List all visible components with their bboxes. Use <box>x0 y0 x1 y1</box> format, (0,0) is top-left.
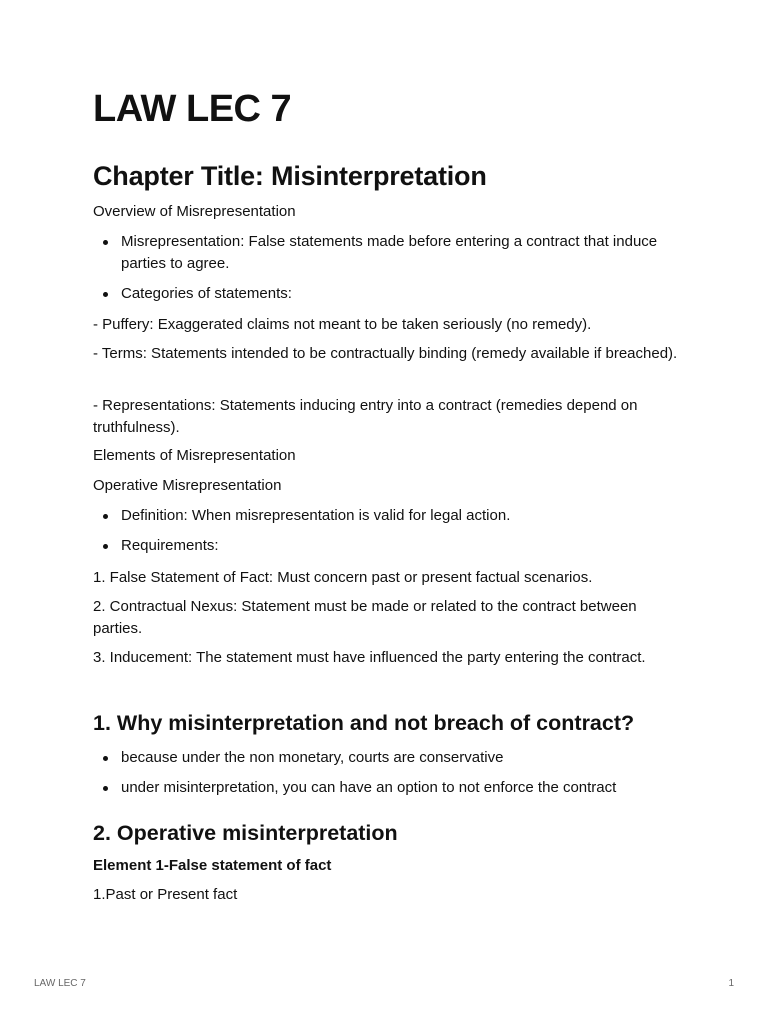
list-item: Definition: When misrepresentation is valid for legal action. <box>93 505 683 527</box>
list-item: Requirements: <box>93 535 683 557</box>
list-item: Categories of statements: <box>93 283 683 305</box>
category-representations: - Representations: Statements inducing entry into a contract (remedies depend on truthfulness). <box>93 397 638 436</box>
overview-bullet-list <box>93 231 683 305</box>
list-item: Misrepresentation: False statements made before entering a contract that induce parties to agree. <box>93 231 683 275</box>
footer-page-number: 1 <box>728 978 734 989</box>
section-1-bullet-list <box>93 747 683 799</box>
elements-heading: Elements of Misrepresentation <box>93 447 296 464</box>
element-1-item: 1.Past or Present fact <box>93 886 238 903</box>
list-item: under misinterpretation, you can have an option to not enforce the contract <box>93 777 683 799</box>
chapter-title: Chapter Title: Misinterpretation <box>93 161 487 191</box>
overview-heading: Overview of Misrepresentation <box>93 203 296 220</box>
element-1-heading: Element 1-False statement of fact <box>93 857 332 874</box>
document-title: LAW LEC 7 <box>93 88 292 130</box>
requirement-1: 1. False Statement of Fact: Must concern past or present factual scenarios. <box>93 569 593 586</box>
section-1-heading: 1. Why misinterpretation and not breach of contract? <box>93 711 635 735</box>
requirement-2: 2. Contractual Nexus: Statement must be made or related to the contract between parties. <box>93 598 637 637</box>
category-terms: - Terms: Statements intended to be contractually binding (remedy available if breached). <box>93 345 678 362</box>
operative-bullet-list <box>93 505 683 557</box>
requirement-3: 3. Inducement: The statement must have influenced the party entering the contract. <box>93 649 646 666</box>
operative-heading: Operative Misrepresentation <box>93 477 282 494</box>
section-2-heading: 2. Operative misinterpretation <box>93 821 398 845</box>
list-item: because under the non monetary, courts are conservative <box>93 747 683 769</box>
footer-document-title: LAW LEC 7 <box>34 978 86 989</box>
category-puffery: - Puffery: Exaggerated claims not meant to be taken seriously (no remedy). <box>93 316 592 333</box>
